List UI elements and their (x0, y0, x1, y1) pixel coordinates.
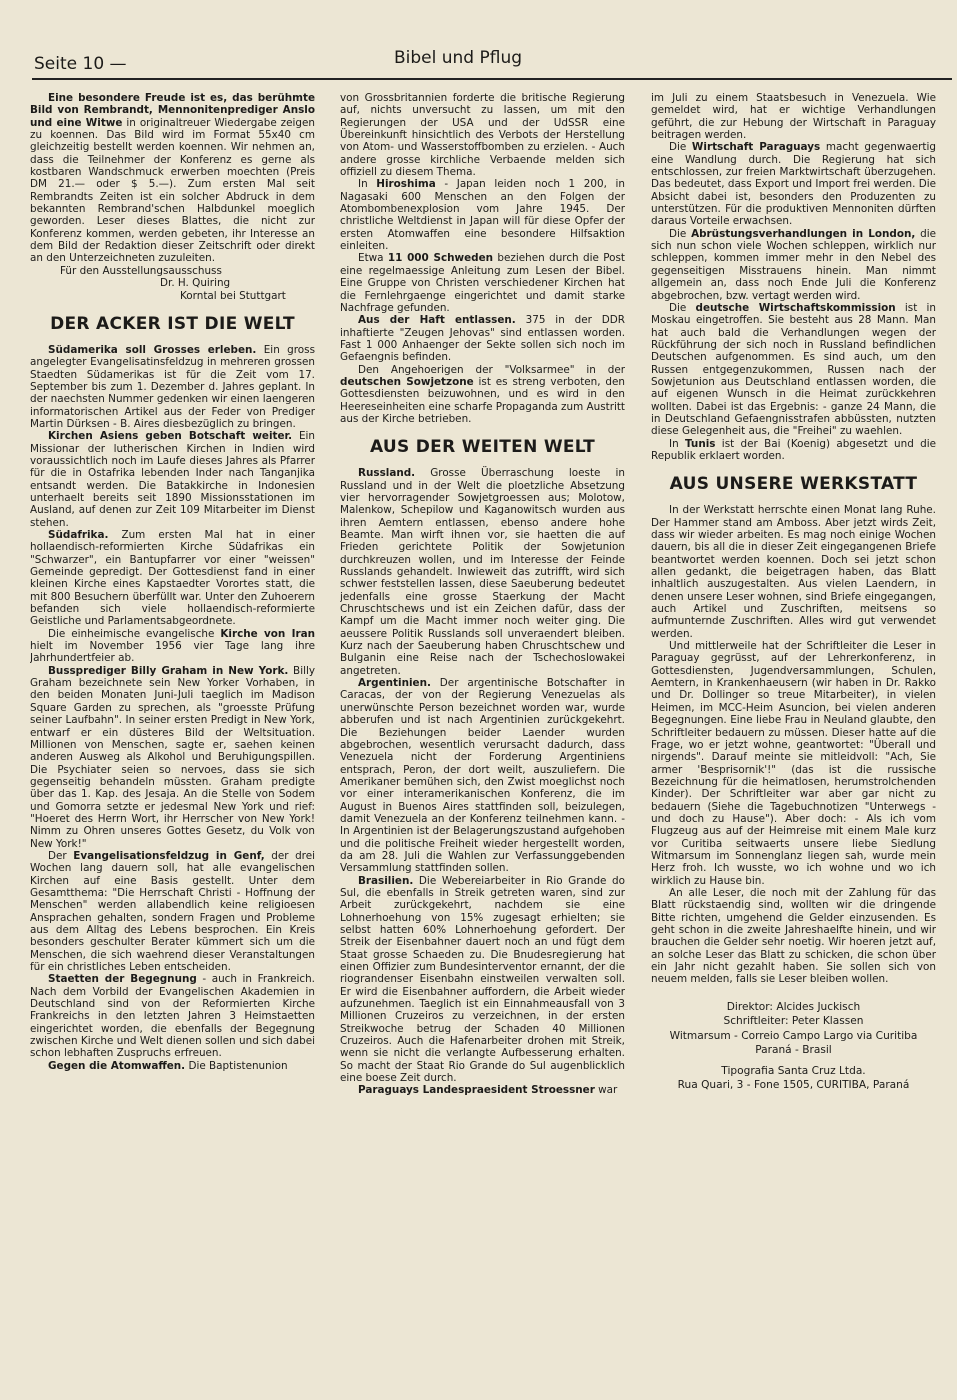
article-werkstatt-2: Und mittlerweile hat der Schriftleiter die Leser in Paraguay gegrüsst, auf der Lehrerkonferenz, in Gottesdiensten, Jugendversammlungen, Schulen, Aemtern, in Krankenhaeusern (wir haben in Dr. Rakko und Dr. Dollinger so treue Mitarbeiter), in vielen Heimen, im MCC-Heim Asuncion, bei vielen anderen Begegnungen. Eine liebe Frau in Neuland glaubte, den Schriftleiter bedauern zu müssen. Dieser hatte auf die Frage, wo er jetzt wohne, geantwortet: "Überall und nirgends". Darauf meinte sie mitleidvoll: "Ach, Sie armer 'Besprisornik'!" (das ist die russische Bezeichnung für die heimatlosen, herumstrolchenden Kinder). Der Schriftleiter war aber gar nicht zu bedauern (Siehe die Tagebuchnotizen "Unterwegs - und doch zu Hause"). Aber doch: - Als ich vom Flugzeug aus auf der Heimreise mit einem Male kurz vor Curitiba seitwaerts unsere liebe Siedlung Witmarsum im Sonnenglanz liegen sah, wurde mein Herz froh. Ich wusste, wo ich wohne und wo ich wirklich zu Hause bin. (651, 640, 936, 887)
signature-name: Dr. H. Quiring (160, 277, 231, 290)
column-left (30, 92, 315, 1382)
article-iran (30, 628, 315, 665)
section-heading: AUS UNSERE WERKSTATT (669, 474, 918, 495)
article-text: Die Baptistenunion (185, 1059, 288, 1072)
page-number: Seite 10 — (34, 54, 127, 74)
lead-bold: 11 000 Schweden (387, 252, 494, 265)
article-text: 375 in der DDR inhaftierte "Zeugen Jehovas" sind entlassen worden. Fast 1 000 Anhaenger der Sekte sollen sich noch im Gefaengnis befinden. (340, 314, 625, 364)
lead-bold: Südamerika soll Grosses erleben. (48, 343, 257, 356)
article-genf (30, 850, 315, 973)
lead-bold: Abrüstungsverhandlungen in London, (691, 227, 916, 240)
article-text: war (594, 1084, 618, 1097)
article-text: ist es streng verboten, den Gottesdiensten beizuwohnen, und es wird in den Heereseinheiten eine scharfe Propaganda zum Austritt aus der Kirche betrieben. (340, 375, 625, 425)
article-text: Die (669, 227, 692, 240)
article-russland (340, 467, 625, 677)
article-tunis (651, 438, 936, 463)
lead-bold: Aus der Haft entlassen. (358, 314, 516, 327)
article-text: macht gegenwaertig eine Wandlung durch. Die Regierung hat sich entschlossen, zur freien Marktwirtschaft überzugehen. Das bedeutet, dass Export und Import frei werden. Die Absicht dabei ist, besonders den Produzenten zu unterstützen. Für die produktiven Mennoniten dürften daraus Vorteile erwachsen. (651, 141, 936, 228)
article-text: Den Angehoerigen der "Volksarmee" in der (358, 363, 625, 376)
article-paraguay-praesident (340, 1084, 625, 1096)
lead-bold: Südafrika. (48, 529, 109, 541)
lead-bold: deutschen Sowjetzone (340, 375, 474, 388)
lead-bold: Paraguays Landespraesident Stroessner (358, 1084, 595, 1097)
lead-bold: Staetten der Begegnung (48, 973, 197, 986)
lead-bold: Wirtschaft Paraguays (691, 141, 821, 154)
article-suedamerika (30, 344, 315, 430)
article-text: Die einheimische evangelische (48, 627, 221, 640)
article-text: der drei Wochen lang dauern soll, hat alle evangelischen Kirchen auf eine Basis gestellt. Unter dem Gesamtthema: "Die Herrschaft Christi - Hoffnung der Menschen" werden allabendlich keine religioesen Ansprachen gehalten, sondern Fragen und Probleme aus dem Alltag des Lebens besprochen. Ein Kreis besonders geschulter Berater kümmert sich um die Menschen, die sich waehrend dieser Veranstaltungen für ein christliches Leben entscheiden. (30, 849, 315, 974)
lead-bold: Evangelisationsfeldzug in Genf, (73, 849, 265, 862)
article-haft (340, 314, 625, 363)
article-rembrandt (30, 92, 315, 265)
article-text: ist der Bai (Koenig) abgesetzt und die Republik erklaert worden. (651, 437, 936, 462)
article-text: Die (669, 301, 696, 314)
lead-bold: Argentinien. (358, 677, 431, 690)
lead-bold: Bussprediger Billy Graham in New York. (48, 664, 289, 677)
lead-bold: Gegen die Atomwaffen. (48, 1059, 186, 1072)
imprint (651, 1000, 936, 1093)
article-atomwaffen (30, 1060, 315, 1072)
article-wirtschaft-paraguay (651, 141, 936, 227)
lead-bold: Brasilien. (358, 874, 414, 887)
article-argentinien (340, 677, 625, 875)
imprint-address: Witmarsum - Correio Campo Largo via Curitiba (669, 1029, 918, 1042)
article-werkstatt-3: An alle Leser, die noch mit der Zahlung für das Blatt rückstaendig sind, wollten wir die dringende Bitte richten, umgehend die Gelder einzusenden. Es geht schon in die zweite Jahreshaelfte hinein, und wir brauchen die Gelder sehr noetig. Wir hoeren jetzt auf, an solche Leser das Blatt zu schicken, die schon über ein Jahr nicht gezahlt haben. Sie sollen sich von neuem melden, falls sie Leser bleiben wollen. (651, 886, 936, 986)
imprint-director: Direktor: Alcides Juckisch (726, 1000, 861, 1013)
article-atomwaffen-cont: von Grossbritannien forderte die britische Regierung auf, nichts unversucht zu lassen, um mit den Regierungen der USA und der UdSSR eine Übereinkunft hinsichtlich des Verbots der Herstellung von Atom- und Wasserstoffbomben zu erzielen. - Auch andere grosse kirchliche Verbaende melden sich offiziell zu diesem Thema. (340, 92, 625, 179)
lead-bold: deutsche Wirtschaftskommission (695, 301, 896, 314)
article-text: Ein gross angelegter Evangelisatinsfeldzug in mehreren grossen Staedten Südamerikas ist für die Zeit vom 17. September bis zum 1. Dezember d. Jahres geplant. In der naechsten Nummer gedenken wir einen laengeren informatorischen Artikel aus der Feder von Prediger Martin Dürksen - B. Aires diesbezüglich zu bringen. (30, 343, 315, 430)
imprint-printer: Tipografia Santa Cruz Ltda. (721, 1064, 866, 1077)
column-middle (340, 92, 625, 1382)
lead-bold: Kirche von Iran (220, 627, 315, 640)
article-text: In (358, 178, 377, 191)
article-sowjetzone (340, 364, 625, 426)
article-text: Etwa (358, 252, 388, 265)
imprint-editor: Schriftleiter: Peter Klassen (723, 1015, 864, 1028)
lead-bold: Hiroshima (376, 178, 436, 191)
article-text: Der argentinische Botschafter in Caracas, der von der Regierung Venezuelas als unerwünschte Person bezeichnet worden war, wurde abberufen und ist nach Argentinien zurückgekehrt. Die Beziehungen beider Laender wurden abgebrochen, wesentlich verursacht dadurch, dass Venezuela nicht der Forderung Argentiniens entsprach, Peron, der dort weilt, auszuliefern. Die Amerikaner bemühen sich, den Zwist moeglichst noch vor einer interamerikanischen Konferenz, die im August in Buenos Aires stattfinden soll, beizulegen, damit Venezuela an der Konferenz teilnehmen kann. - In Argentinien ist der Belagerungszustand aufgehoben und die politische Freiheit wieder hergestellt worden, da am 28. Juli die Wahlen zur Verfassunggebenden Versammlung stattfinden sollen. (340, 677, 625, 875)
article-text: - Japan leiden noch 1 200, in Nagasaki 600 Menschen an den Folgen der Atombombenexplosion vom Jahre 1945. Der christliche Weltdienst in Japan will für diese Opfer der ersten Atomwaffen eine besondere Hilfsaktion einleiten. (340, 178, 625, 253)
lead-bold: Kirchen Asiens geben Botschaft weiter. (48, 430, 293, 443)
lead-bold: Tunis (684, 437, 716, 450)
article-text: beziehen durch die Post eine regelmaessige Anleitung zum Lesen der Bibel. Eine Gruppe von Christen verschiedener Kirchen hat die Fernlehrgaenge eingerichtet und damit starke Nachfrage gefunden. (340, 252, 625, 314)
page-header (32, 48, 932, 80)
signature-place: Korntal bei Stuttgart (180, 289, 286, 302)
article-text: Die (669, 141, 692, 154)
article-text: in originaltreuer Wiedergabe zeigen zu koennen. Das Bild wird im Format 55x40 cm gleichzeitig bestellt werden koennen. Wir nehmen an, dass die Teilnehmer der Konferenz es gerne als kostbaren Wandschmuck erwerben moechten (Preis DM 21.— oder $ 5.—). Zum ersten Mal seit Rembrandts Zeiten ist ein solcher Abdruck in dem bekannten Rembrand'schen Halbdunkel moeglich geworden. Leser dieses Blattes, die nicht zur Konferenz kommen, werden gebeten, ihr Interesse an dem Bild der Redaktion dieser Zeitschrift oder direkt an den Unterzeichneten zuzuleiten. (30, 116, 315, 265)
article-text: Der (48, 849, 74, 862)
article-text: Grosse Überraschung loeste in Russland und in der Welt die ploetzliche Absetzung vier hervorragender Sowjetgroessen aus; Molotow, Malenkow, Schepilow und Kaganowitsch wurden aus ihren Aemtern entlassen, ebenso andere hohe Beamte. Man wirft ihnen vor, sie haetten die auf Frieden gerichtete Politik der Sowjetunion durchkreuzen wollen, und im Interesse der Feinde Russlands gehandelt. Inwieweit das zutrifft, wird sich schwer feststellen lassen, diese Saeuberung bedeutet jedenfalls eine grosse Staerkung der Macht Chruschtschews und ist ein Zeichen dafür, dass der Kampf um die Macht immer noch weiter ging. Die aeussere Politik Russlands soll unveraendert bleiben. Kurz nach der Saeuberung haben Chruschtschew und Bulganin eine Reise nach der Tschechoslowakei angetreten. (340, 467, 625, 677)
article-text: Zum ersten Mal hat in einer hollaendisch-reformierten Kirche Südafrikas ein "Schwarzer", ein Bantupfarrer vor einer "weissen" Gemeinde gepredigt. Der Gottesdienst fand in einer kleinen Kirche eines Kapstaedter Vorortes statt, die mit 800 Besuchern überfüllt war. Unter den Zuhoerern befanden sich viele hollaendisch-reformierte Geistliche und Parlamentsabgeordnete. (30, 529, 315, 628)
article-text: Billy Graham bezeichnete sein New Yorker Vorhaben, in den beiden Monaten Juni-Juli taeglich im Madison Square Garden zu sprechen, als "groesste Prüfung seiner Laufbahn". In seiner ersten Predigt in New York, entwarf er ein düsteres Bild der Weltsituation. Millionen von Menschen, sagte er, saehen keinen anderen Ausweg als Alkohol und Beruhigungspillen. Die Psychiater seien so nervoes, dass sie sich gegenseitig behandeln müssten. Graham predigte über das 1. Kap. des Jesaja. An die Stelle von Sodem und Gomorra setzte er jedesmal New York und rief: "Hoeret des Herrn Wort, ihr Herrscher von New York! Nimm zu Ohren unseres Gottes Gesetz, du Volk von New York!" (30, 664, 315, 850)
article-text: hielt im November 1956 vier Tage lang ihre Jahrhundertfeier ab. (30, 640, 315, 665)
lead-bold: Russland. (358, 467, 416, 480)
article-schweden (340, 252, 625, 314)
article-text: die sich nun schon viele Wochen schleppen, wirklich nur schleppen, kommen immer mehr in den Nebel des gegenseitigen Misstrauens hinein. Man nimmt allgemein an, dass noch Ende Juli die Konferenz abgebrochen, bzw. vertagt werden wird. (651, 227, 936, 302)
article-brasilien (340, 875, 625, 1085)
imprint-address-country: Paraná - Brasil (755, 1044, 832, 1057)
section-heading: AUS DER WEITEN WELT (369, 437, 596, 458)
article-text: - auch in Frankreich. Nach dem Vorbild der Evangelischen Akademien in Deutschland sind von der Reformierten Kirche Frankreichs in den letzten Jahren 3 Heimstaetten eingerichtet worden, die ebenfalls der Begegnung zwischen Kirche und Welt dienen sollen und sich dabei schon lebhaften Zuspruchs erfreuen. (30, 973, 315, 1060)
article-billy-graham (30, 665, 315, 850)
section-heading: DER ACKER IST DIE WELT (50, 313, 295, 334)
article-staetten (30, 973, 315, 1059)
article-text: Die Webereiarbeiter in Rio Grande do Sul, die ebenfalls in Streik getreten waren, sind zur Arbeit zurückgekehrt, nachdem sie eine Lohnerhoehung von 15% zugesagt erhielten; sie selbst hatten 60% Lohnerhoehung gefordert. Der Streik der Eisenbahner dauert noch an und fügt dem Staat grosse Schaeden zu. Die Bnudesregierung hat einen Offizier zum Bundesinterventor ernannt, der die riograndenser Eisenbahn einstweilen verwalten soll. Er wird die Eisenbahner auffordern, die Arbeit wieder aufzunehmen. Taeglich ist ein Einnahmeausfall von 3 Millionen Cruzeiros zu verzeichnen, in der ersten Streikwoche betrug der Schaden 40 Millionen Cruzeiros. Auch die Hafenarbeiter drohen mit Streik, wenn sie nicht die verlangte Aufbesserung erhalten. So macht der Staat Rio Grande do Sul augenblicklich eine boese Zeit durch. (340, 874, 625, 1085)
article-text: ist in Moskau eingetroffen. Sie besteht aus 28 Mann. Man hat auch bald die Verhandlungen wegen der Rückführung der sich noch in Russland befindlichen Deutschen aufgenommen. Es sind auch, um den Russen entgegenzukommen, Russen nach der Sowjetunion aus Deutschland entlassen worden, die auf eigenen Wunsch in die Heimat zurückkehren wollten. Dabei ist das Ergebnis: - ganze 24 Mann, die in Deutschland Gefaengnisstrafen abbüssten, nutzten diese Gelegenheit aus, die "Freihei" zu waehlen. (651, 301, 936, 438)
article-kirchen-asiens (30, 430, 315, 529)
lead-bold: Eine besondere Freude ist es, das berühmte Bild von Rembrandt, Mennonitenprediger Anslo und eine Witwe (30, 92, 315, 129)
header-rule (32, 78, 952, 80)
column-right (651, 92, 936, 1382)
signature-committee: Für den Ausstellungsausschuss (60, 264, 222, 277)
article-abruestung (651, 228, 936, 302)
article-text: Ein Missionar der lutherischen Kirchen in Indien wird voraussichtlich noch im Laufe dieses Jahres als Pfarrer für die in Ostafrika lebenden Inder nach Tanganjika entsandt werden. Die Batakkirche in Indonesien unterhaelt bereits seit 1890 Missionsstationen im Ausland, auf denen zur Zeit 109 Mitarbeiter im Dienst stehen. (30, 430, 315, 529)
article-werkstatt-1: In der Werkstatt herrschte einen Monat lang Ruhe. Der Hammer stand am Amboss. Aber jetzt wirds Zeit, dass wir wieder arbeiten. Es mag noch einige Wochen dauern, bis all die in dieser Zeit eingegangenen Briefe beantwortet werden koennen. Doch sei jetzt schon allen gedankt, die beigetragen haben, das Blatt inhaltlich auszugestalten. Aus vielen Laendern, in denen unsere Leser wohnen, sind Briefe eingegangen, auch Artikel und Zuschriften, meitsens so aufmunternde Zuschriften. Alles wird gut verwendet werden. (651, 504, 936, 640)
article-wirtschaftskommission (651, 302, 936, 438)
publication-title: Bibel und Pflug (394, 48, 523, 68)
article-paraguay-praesident-cont: im Juli zu einem Staatsbesuch in Venezuela. Wie gemeldet wird, hat er wichtige Verhandlungen geführt, die zur Hebung der Wirtschaft in Paraguay beitragen werden. (651, 92, 936, 142)
article-text: In (669, 437, 685, 450)
imprint-printer-address: Rua Quari, 3 - Fone 1505, CURITIBA, Paraná (677, 1079, 910, 1092)
article-hiroshima (340, 178, 625, 252)
article-suedafrika (30, 529, 315, 628)
